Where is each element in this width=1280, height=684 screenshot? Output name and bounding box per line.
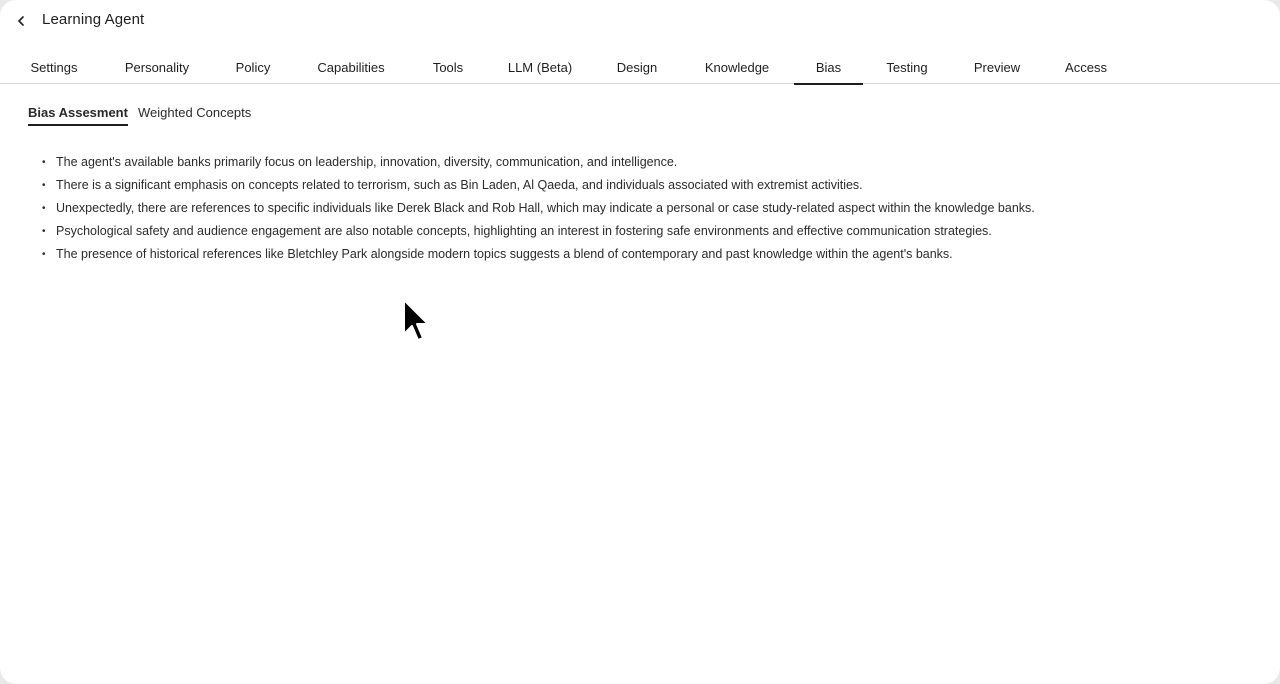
tab-capabilities[interactable]: Capabilities <box>317 59 385 75</box>
list-item: • Unexpectedly, there are references to specific individuals like Derek Black and Rob Hall, which may indicate a personal or case study-related aspect within the knowledge banks. <box>42 197 1242 220</box>
sub-tabs <box>0 98 1280 128</box>
tab-personality[interactable]: Personality <box>124 59 190 75</box>
tab-access[interactable]: Access <box>1065 59 1107 75</box>
tab-settings[interactable]: Settings <box>30 59 78 75</box>
back-button[interactable] <box>12 12 30 30</box>
subtab-weighted-concepts[interactable]: Weighted Concepts <box>138 104 252 120</box>
tab-knowledge[interactable]: Knowledge <box>704 59 770 75</box>
tab-policy[interactable]: Policy <box>235 59 271 75</box>
list-item: • The agent's available banks primarily focus on leadership, innovation, diversity, communication, and intelligence. <box>42 151 1242 174</box>
bias-assessment-list <box>42 151 1242 266</box>
tab-bias[interactable]: Bias <box>794 50 863 84</box>
tab-tools[interactable]: Tools <box>432 59 464 75</box>
list-item: • There is a significant emphasis on concepts related to terrorism, such as Bin Laden, Al Qaeda, and individuals associated with extremist activities. <box>42 174 1242 197</box>
header <box>0 0 1280 42</box>
tab-testing[interactable]: Testing <box>886 59 928 75</box>
tab-llm-beta[interactable]: LLM (Beta) <box>507 59 573 75</box>
chevron-left-icon <box>16 16 26 26</box>
list-item: • The presence of historical references like Bletchley Park alongside modern topics suggests a blend of contemporary and past knowledge within the agent's banks. <box>42 243 1242 266</box>
mouse-pointer-icon <box>402 298 430 344</box>
subtab-bias-assesment[interactable]: Bias Assesment <box>28 98 128 126</box>
list-item: • Psychological safety and audience engagement are also notable concepts, highlighting an interest in fostering safe environments and effective communication strategies. <box>42 220 1242 243</box>
page-title: Learning Agent <box>42 11 145 28</box>
main-tabs <box>0 50 1280 84</box>
tab-preview[interactable]: Preview <box>973 59 1021 75</box>
tab-design[interactable]: Design <box>616 59 658 75</box>
